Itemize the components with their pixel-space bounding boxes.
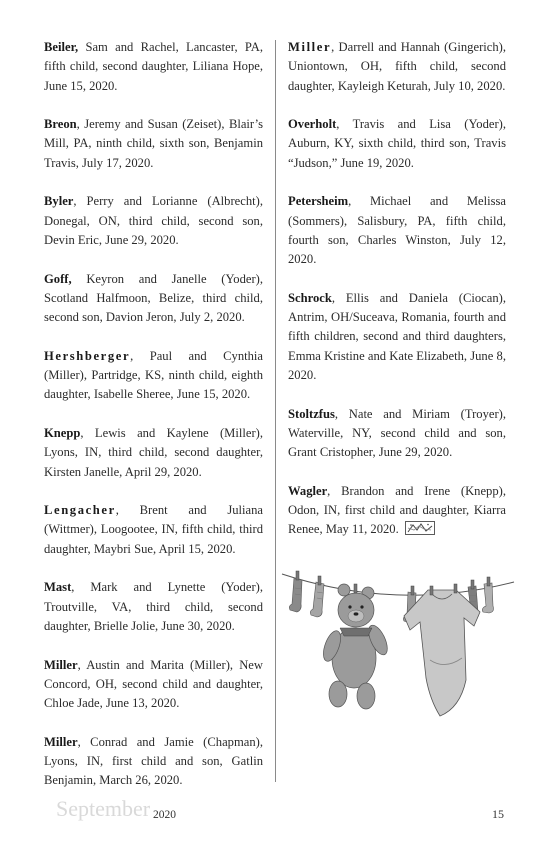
entry-text: , Conrad and Jamie (Chapman), Lyons, IN, first child and son, Gatlin Benjamin, March 26, 2020. (44, 734, 263, 788)
page-number: 15 (492, 807, 504, 821)
entry-text: Sam and Rachel, Lancaster, PA, fifth child, second daughter, Liliana Hope, June 15, 2020. (44, 40, 263, 93)
birth-entry (44, 578, 263, 636)
birth-entry (44, 270, 263, 328)
birth-entry (44, 656, 263, 714)
birth-entry (44, 38, 263, 96)
birth-entry (288, 289, 506, 385)
entry-text: , Austin and Marita (Miller), New Concord, OH, second child and daughter, Chloe Jade, June 13, 2020. (44, 657, 263, 711)
birth-entry (44, 347, 263, 405)
entry-surname: Miller (288, 40, 332, 54)
entry-text: , Lewis and Kaylene (Miller), Lyons, IN, third child, second daughter, Kirsten Janelle, April 29, 2020. (44, 425, 263, 479)
entry-surname: Breon (44, 117, 77, 132)
entry-text: , Mark and Lynette (Yoder), Troutville, VA, third child, second daughter, Brielle Jolie, June 30, 2020. (44, 580, 263, 633)
entry-text: , Darrell and Hannah (Gingerich), Uniontown, OH, fifth child, second daughter, Kayleigh Keturah, July 10, 2020. (288, 40, 506, 93)
decorative-end-mark-icon (405, 521, 435, 535)
entry-surname: Byler (44, 194, 74, 209)
entry-surname: Lengacher (44, 503, 116, 518)
birth-entry (288, 405, 506, 463)
birth-entry (288, 115, 506, 173)
footer-year: 2020 (153, 809, 176, 821)
birth-entry (288, 482, 506, 540)
birth-entry (44, 115, 263, 173)
entry-surname: Hershberger (44, 348, 131, 363)
birth-entry (44, 733, 263, 791)
entry-text: , Brandon and Irene (Knepp), Odon, IN, first child and daughter, Kiarra Renee, May 11, 2020. (288, 483, 506, 537)
entry-text: , Travis and Lisa (Yoder), Auburn, KY, sixth child, third son, Travis “Judson,” June 19, 2020. (288, 117, 506, 170)
entry-text: Keyron and Janelle (Yoder), Scotland Halfmoon, Belize, third child, second son, Davion Jeron, July 2, 2020. (44, 271, 263, 325)
birth-entry (44, 501, 263, 559)
birth-entry (44, 424, 263, 482)
entry-surname: Schrock (288, 290, 332, 305)
footer-month: September (56, 796, 151, 821)
entry-text: , Nate and Miriam (Troyer), Waterville, NY, second child and son, Grant Cristopher, June 29, 2020. (288, 406, 506, 460)
entry-text: , Perry and Lorianne (Albrecht), Donegal, ON, third child, second son, Devin Eric, June 29, 2020. (44, 194, 263, 247)
entry-surname: Overholt (288, 117, 337, 132)
entry-text: , Jeremy and Susan (Zeiset), Blair’s Mill, PA, ninth child, sixth son, Benjamin Travis, July 17, 2020. (44, 117, 263, 170)
left-column (44, 38, 263, 810)
entry-surname: Goff, (44, 271, 72, 286)
right-column (288, 38, 506, 559)
birth-entry (44, 192, 263, 250)
entry-text: , Michael and Melissa (Sommers), Salisbury, PA, fifth child, fourth son, Charles Winston, July 12, 2020. (288, 194, 506, 267)
entry-text: , Paul and Cynthia (Miller), Partridge, KS, ninth child, eighth daughter, Isabelle Sheree, June 15, 2020. (44, 348, 263, 402)
birth-entry (288, 192, 506, 269)
entry-text: , Brent and Juliana (Wittmer), Loogootee, IN, fifth child, third daughter, Maybri Sue, April 15, 2020. (44, 503, 263, 556)
entry-surname: Miller (44, 657, 78, 672)
birth-entry (288, 38, 506, 96)
entry-text: , Ellis and Daniela (Ciocan), Antrim, OH/Suceava, Romania, fourth and fifth children, second and third daughters, Emma Kristine and Kate Elizabeth, June 8, 2020. (288, 290, 506, 383)
entry-surname: Mast (44, 580, 72, 595)
entry-surname: Knepp (44, 425, 81, 440)
entry-surname: Beiler, (44, 40, 79, 54)
entry-surname: Miller (44, 734, 78, 749)
entry-surname: Wagler (288, 483, 328, 498)
column-divider (275, 40, 276, 782)
entry-surname: Petersheim (288, 194, 349, 209)
entry-surname: Stoltzfus (288, 406, 335, 421)
clothesline-teddy-bear-illustration (280, 560, 516, 740)
